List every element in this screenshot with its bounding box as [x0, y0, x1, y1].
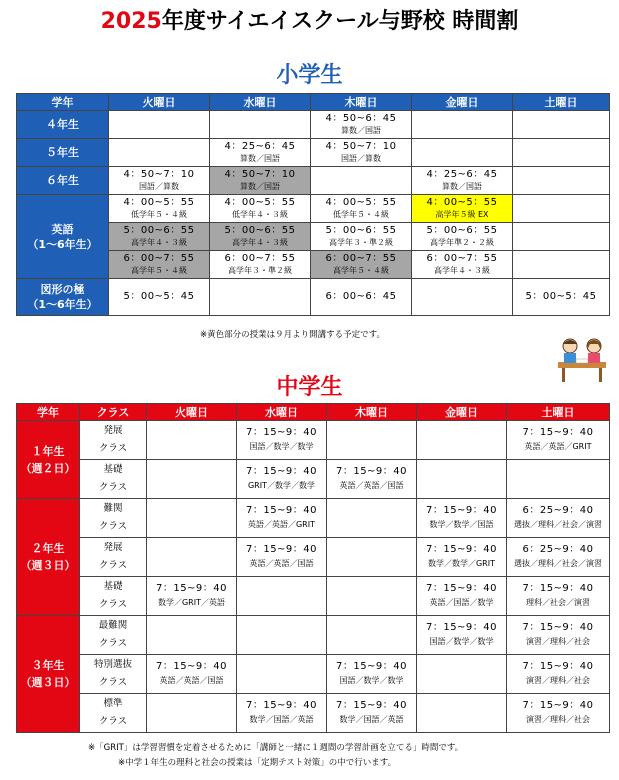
- lesson-cell: 4：50~6：45 算数／国語: [311, 111, 412, 139]
- lesson-cell: 7：15~9：40 数学／国語／英語: [237, 694, 327, 733]
- lesson-cell: 6：00~7：55 高学年５・４級: [311, 251, 412, 279]
- col-thu: 木曜日: [327, 404, 417, 421]
- lesson-cell: 6：00~6：45: [311, 279, 412, 316]
- header-row: [17, 94, 610, 111]
- lesson-cell: 6：00~7：55 高学年４・３級: [412, 251, 513, 279]
- table-row: [17, 195, 610, 223]
- table-row: [17, 167, 610, 195]
- col-wed: 水曜日: [237, 404, 327, 421]
- lesson-cell: 5：00~6：55 高学年４・３級: [210, 223, 311, 251]
- lesson-cell: 4：25~6：45 算数／国語: [412, 167, 513, 195]
- row-label-g6: ６年生: [17, 167, 109, 195]
- lesson-cell: 7：15~9：40 演習／理科／社会: [507, 694, 610, 733]
- middle-heading: 中学生: [276, 375, 343, 400]
- lesson-cell: 6：25~9：40 選抜／理科／社会／演習: [507, 499, 610, 538]
- lesson-cell: 4：00~5：55 低学年４・３級: [210, 195, 311, 223]
- col-fri: 金曜日: [417, 404, 507, 421]
- lesson-cell: 7：15~9：40 演習／理科／社会: [507, 655, 610, 694]
- middle-timetable: [16, 403, 610, 733]
- lesson-cell: 7：15~9：40 数学／数学／GRIT: [417, 538, 507, 577]
- lesson-cell: 4：50~7：10 国語／算数: [109, 167, 210, 195]
- table-row: [17, 577, 610, 616]
- lesson-cell: 7：15~9：40 数学／数学／国語: [417, 499, 507, 538]
- lesson-cell: 5：00~6：55 高学年４・３級: [109, 223, 210, 251]
- lesson-cell: 5：00~6：55 高学年準２・２級: [412, 223, 513, 251]
- lesson-cell: 7：15~9：40 英語／英語／GRIT: [237, 499, 327, 538]
- lesson-cell: 5：00~6：55 高学年３・準２級: [311, 223, 412, 251]
- row-label-g2: ２年生 （週３日）: [17, 499, 80, 616]
- lesson-cell: 6：00~7：55 高学年３・準２級: [210, 251, 311, 279]
- science-note: ※中学１年生の理科と社会の授業は「定期テスト対策」の中で行います。: [118, 758, 397, 768]
- class-label: 基礎 クラス: [80, 577, 147, 616]
- row-label-g4: ４年生: [17, 111, 109, 139]
- lesson-cell: 7：15~9：40 英語／国語／数学: [417, 577, 507, 616]
- table-row: [17, 538, 610, 577]
- elementary-timetable: [16, 93, 610, 316]
- header-row: [17, 404, 610, 421]
- elementary-heading: 小学生: [276, 63, 343, 88]
- class-label: 発展 クラス: [80, 421, 147, 460]
- col-tue: 火曜日: [109, 94, 210, 111]
- col-class: クラス: [80, 404, 147, 421]
- lesson-cell: 7：15~9：40 演習／理科／社会: [507, 616, 610, 655]
- row-label-g1: １年生 （週２日）: [17, 421, 80, 499]
- class-label: 難関 クラス: [80, 499, 147, 538]
- lesson-cell: 5：00~5：45: [109, 279, 210, 316]
- lesson-cell: 7：15~9：40 GRIT／数学／数学: [237, 460, 327, 499]
- class-label: 最難関 クラス: [80, 616, 147, 655]
- col-wed: 水曜日: [210, 94, 311, 111]
- table-row: [17, 499, 610, 538]
- lesson-cell: 7：15~9：40 英語／英語／GRIT: [507, 421, 610, 460]
- lesson-cell: 4：50~7：10 算数／国語: [210, 167, 311, 195]
- class-label: 基礎 クラス: [80, 460, 147, 499]
- lesson-cell: 7：15~9：40 国語／数学／数学: [237, 421, 327, 460]
- col-sat: 土曜日: [507, 404, 610, 421]
- table-row: [17, 279, 610, 316]
- lesson-cell: 7：15~9：40 国語／数学／数学: [417, 616, 507, 655]
- table-row: [17, 111, 610, 139]
- class-label: 標準 クラス: [80, 694, 147, 733]
- row-label-g5: ５年生: [17, 139, 109, 167]
- elementary-note: ※黄色部分の授業は９月より開講する予定です。: [200, 330, 385, 340]
- row-label-english: 英語 （1～6年生）: [17, 195, 109, 279]
- table-row: [17, 694, 610, 733]
- col-sat: 土曜日: [513, 94, 610, 111]
- lesson-cell: 7：15~9：40 英語／英語／国語: [237, 538, 327, 577]
- class-label: 発展 クラス: [80, 538, 147, 577]
- lesson-cell: 4：00~5：55 高学年５級 EX: [412, 195, 513, 223]
- class-label: 特別選抜 クラス: [80, 655, 147, 694]
- col-tue: 火曜日: [147, 404, 237, 421]
- lesson-cell: 7：15~9：40 国語／数学／数学: [327, 655, 417, 694]
- lesson-cell: 4：00~5：55 低学年５・４級: [109, 195, 210, 223]
- row-label-g3: ３年生 （週３日）: [17, 616, 80, 733]
- col-grade: 学年: [17, 404, 80, 421]
- col-fri: 金曜日: [412, 94, 513, 111]
- lesson-cell: 4：25~6：45 算数／国語: [210, 139, 311, 167]
- lesson-cell: 7：15~9：40 英語／英語／国語: [327, 460, 417, 499]
- lesson-cell: 4：00~5：55 低学年５・４級: [311, 195, 412, 223]
- lesson-cell: 4：50~7：10 国語／算数: [311, 139, 412, 167]
- lesson-cell: 6：00~7：55 高学年５・４級: [109, 251, 210, 279]
- lesson-cell: 5：00~5：45: [513, 279, 610, 316]
- table-row: [17, 616, 610, 655]
- table-row: [17, 421, 610, 460]
- page-title: 2025年度サイエイスクール与野校 時間割: [100, 9, 519, 34]
- table-row: [17, 655, 610, 694]
- grit-note: ※「GRIT」は学習習慣を定着させるために「講師と一緒に１週間の学習計画を立てる」時間です。: [88, 743, 464, 753]
- lesson-cell: 7：15~9：40 英語／英語／国語: [147, 655, 237, 694]
- col-grade: 学年: [17, 94, 109, 111]
- lesson-cell: 7：15~9：40 数学／国語／英語: [327, 694, 417, 733]
- row-label-zukei: 図形の極 （1～6年生）: [17, 279, 109, 316]
- lesson-cell: 7：15~9：40 数学／GRIT／英語: [147, 577, 237, 616]
- lesson-cell: 7：15~9：40 理科／社会／演習: [507, 577, 610, 616]
- col-thu: 木曜日: [311, 94, 412, 111]
- table-row: [17, 139, 610, 167]
- table-row: [17, 460, 610, 499]
- lesson-cell: 6：25~9：40 選抜／理科／社会／演習: [507, 538, 610, 577]
